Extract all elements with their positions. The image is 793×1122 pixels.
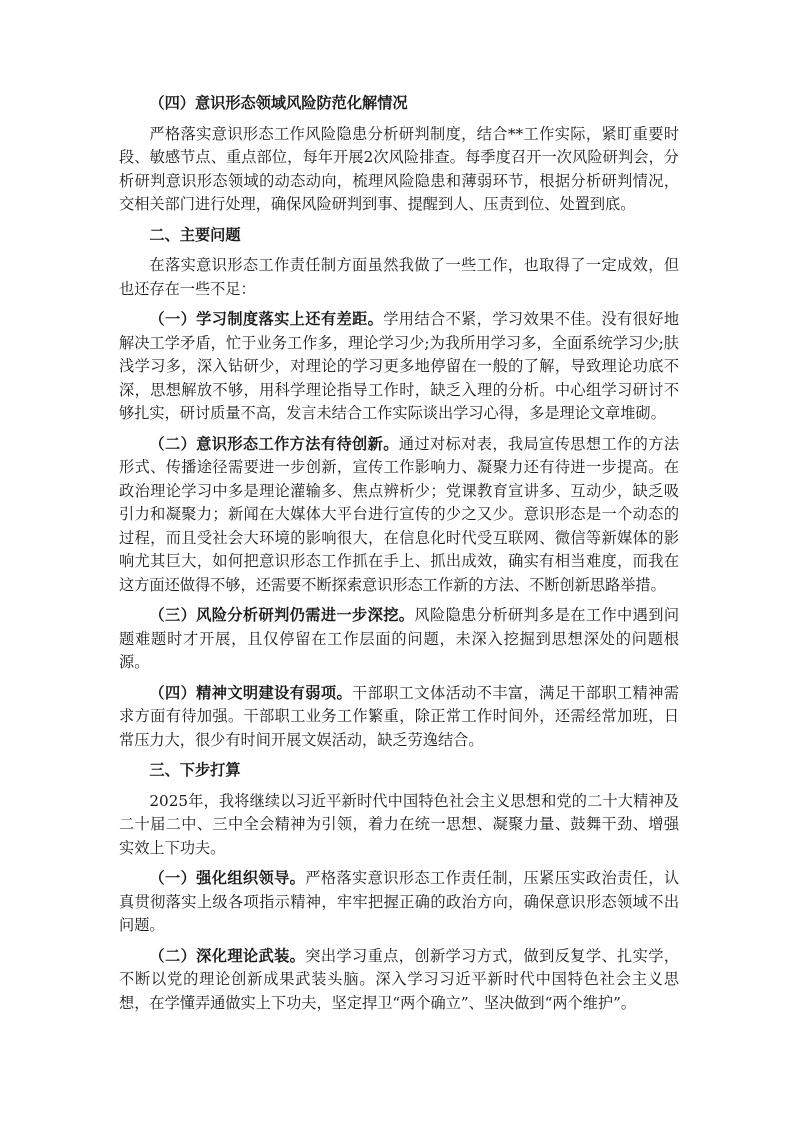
paragraph: （四）精神文明建设有弱项。干部职工文体活动不丰富，满足干部职工精神需求方面有待加强。干部职工业务工作繁重，除正常工作时间外，还需经常加班，日常压力大，很少有时间开展文娱活动，缺乏劳逸结合。 <box>119 683 680 749</box>
section-heading: （四）意识形态领域风险防范化解情况 <box>149 94 408 112</box>
paragraph: 2025年，我将继续以习近平新时代中国特色社会主义思想和党的二十大精神及二十届二中、三中全会精神为引领，着力在统一思想、凝聚力量、鼓舞干劲、增强实效上下功夫。 <box>119 791 679 857</box>
section-heading: 二、主要问题 <box>149 225 241 244</box>
paragraph: （二）意识形态工作方法有待创新。通过对标对表，我局宣传思想工作的方法形式、传播途径需要进一步创新，宣传工作影响力、凝聚力还有待进一步提高。在政治理论学习中多是理论灌输多、焦点辨析少；党课教育宣讲多、互动少，缺乏吸引力和凝聚力；新闻在大媒体大平台进行宣传的少之又少。意识形态是一个动态的过程，而且受社会大环境的影响很大，在信息化时代受互联网、微信等新媒体的影响尤其巨大，如何把意识形态工作抓在手上、抓出成效，确实有相当难度，而我在这方面还做得不够，还需要不断探索意识形态工作新的方法、不断创新思路举措。 <box>119 434 680 594</box>
paragraph: 严格落实意识形态工作风险隐患分析研判制度，结合**工作实际，紧盯重要时段、敏感节点、重点部位，每年开展2次风险排查。每季度召开一次风险研判会，分析研判意识形态领域的动态动向，梳理风险隐患和薄弱环节，根据分析研判情况，交相关部门进行处理，确保风险研判到事、提醒到人、压责到位、处置到底。 <box>119 124 679 213</box>
section-heading: 三、下步打算 <box>149 761 241 779</box>
paragraph: （一）学习制度落实上还有差距。学用结合不紧，学习效果不佳。没有很好地解决工学矛盾，忙于业务工作多，理论学习少;为我所用学习多，全面系统学习少;肤浅学习多，深入钻研少，对理论的学习更多地停留在一般的了解，导致理论功底不深，思想解放不够，用科学理论指导工作时，缺乏入理的分析。中心组学习研讨不够扎实，研讨质量不高，发言未结合工作实际谈出学习心得，多是理论文章堆砌。 <box>119 310 680 422</box>
paragraph: （一）强化组织领导。严格落实意识形态工作责任制，压紧压实政治责任，认真贯彻落实上级各项指示精神，牢牢把握正确的政治方向，确保意识形态领域不出问题。 <box>119 869 680 934</box>
paragraph: 在落实意识形态工作责任制方面虽然我做了一些工作，也取得了一定成效，但也还存在一些不足： <box>119 256 679 298</box>
paragraph: （三）风险分析研判仍需进一步深挖。风险隐患分析研判多是在工作中遇到问题难题时才开展，且仅停留在工作层面的问题，未深入挖掘到思想深处的问题根源。 <box>119 606 680 671</box>
document-page <box>119 92 679 1022</box>
paragraph: （二）深化理论武装。突出学习重点，创新学习方式，做到反复学、扎实学，不断以党的理论创新成果武装头脑。深入学习习近平新时代中国特色社会主义思想，在学懂弄通做实上下功夫，坚定捍卫“两个确立”、坚决做到“两个维护”。 <box>119 946 680 1012</box>
